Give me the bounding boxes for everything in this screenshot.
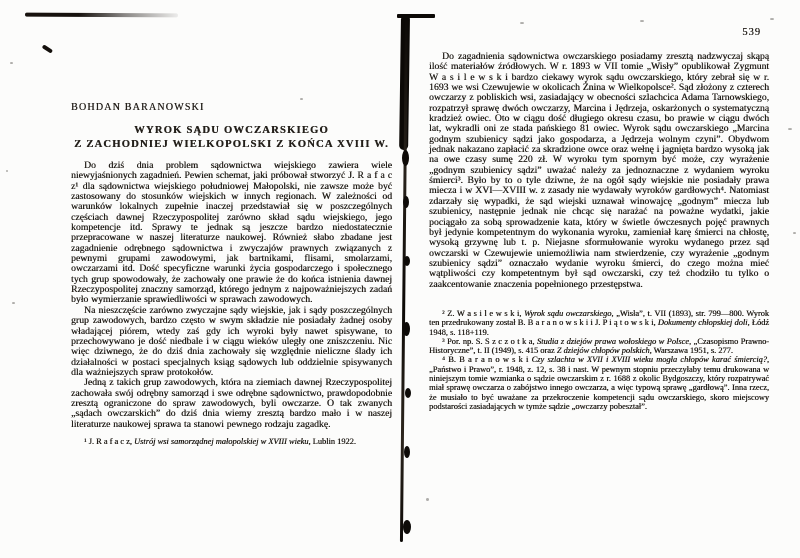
italic-citation-title: Dokumenty chłopskiej doli (657, 318, 748, 328)
body-paragraph-3: Jedną z takich grup zawodowych, która na ziemiach dawnej Rzeczypospolitej zachowała swój odrębny samorząd i swe odrębne sądownictwo, prawdopodobnie zresztą ograniczone do spraw zawodowych, byli owczarze. O tak zwanych „sądach owczarskich” do dziś dnia wiemy zresztą bardzo mało i w naszej literaturze naukowej sprawa ta stanowi pewnego rodzaju zagadkę. (71, 377, 392, 430)
right-page (429, 27, 769, 411)
scan-speck (12, 302, 15, 304)
scan-ink-blob (404, 256, 410, 266)
article-title-line-1: WYROK SĄDU OWCZARSKIEGO (134, 125, 329, 136)
text-run: , Lublin 1922. (308, 436, 356, 446)
scan-ink-blob (402, 150, 409, 166)
scan-speck (300, 98, 303, 100)
text-run: ¹ J. R a f a c z, (84, 436, 134, 446)
italic-citation-title: Czy szlachta w XVII i XVIII wieku mogła chłopów karać śmiercią? (531, 355, 767, 365)
scan-speck (520, 22, 524, 24)
scan-gutter-cap-artifact (397, 14, 435, 18)
body-paragraph-2: Na nieszczęście zarówno zwyczajne sądy wiejskie, jak i sądy poszczególnych grup zawodowych, bardzo często w swym składzie nie posiadały żadnej osoby władającej piórem, wtedy zaś gdy ich wyroki były nawet spisywane, to przechowywano je dość niedbale i w ciągu wieków uległy one zniszczeniu. Nic więc dziwnego, że do dziś dnia zachowały się względnie nieliczne ślady ich działalności w postaci specjalnych ksiąg sądowych lub oddzielnie spisywanych dla ważniejszych spraw protokołów. (71, 304, 392, 378)
scan-speck (793, 232, 796, 234)
text-run: , „Wisła”, t. VII (1893), str. 799—800. Wyrok ten przedrukowany został B. B a r a n o w s k i i J. P i ą t o w s k i, (429, 308, 769, 328)
left-page-body (71, 161, 392, 430)
italic-citation-title: Wyrok sądu owczarskiego (523, 308, 612, 318)
text-run: ² Z. W a s i l e w s k i, (442, 308, 524, 318)
scan-speck (10, 62, 13, 64)
left-page (71, 102, 392, 446)
text-run: , Łódź 1948, s. 118+119. (429, 318, 770, 337)
text-run: ⁴ B. B a r a n o w s k i (442, 355, 532, 365)
scan-speck (788, 128, 792, 130)
scan-speck (640, 20, 644, 22)
left-page-footnotes (71, 437, 392, 446)
footnote-3 (429, 337, 769, 356)
author-name: BOHDAN BARANOWSKI (71, 102, 205, 113)
text-run: , Warszawa 1951, s. 277. (649, 346, 733, 356)
footnote-1 (71, 437, 392, 446)
article-title (71, 124, 392, 151)
scan-speck (6, 170, 8, 172)
scan-ink-blob (403, 196, 409, 208)
article-title-line-2: Z ZACHODNIEJ WIELKOPOLSKI Z KOŃCA XVIII W. (74, 138, 389, 150)
body-paragraph-4: Do zagadnienia sądownictwa owczarskiego posiadamy zresztą nadzwyczaj skąpą ilość materiałów źródłowych. W r. 1893 w VII tomie „Wisły” opublikował Zygmunt W a s i l e w s k i bardzo ciekawy wyrok sądu owczarskiego, który zebrał się w r. 1693 we wsi Czewujewie w okolicach Żnina w Wielkopolsce². Sąd złożony z czterech owczarzy z pobliskich wsi, zasiadający w obecności szlachcica Adama Tarnowskiego, rozpatrzył sprawę dwóch owczarzy, Marcina i Jędrzeja, oskarżonych o systematyczną kradzież owiec. Oto w ciągu dość długiego okresu czasu, bo prawie w ciągu dwóch lat, wykradli oni ze stada pańskiego 81 owiec. Wyrok sądu owczarskiego „Marcina godnym szubienicy sądzi jako gospodarza, a Jędrzeja wolnym czyni”. Obydwom jednak nakazano zapłacić za skradzione owce oraz wełnę i jagnięta bardzo wysoką jak na owe czasy sumę 220 zł. W wyroku tym spornym być może, czy wyrażenie „godnym szubienicy sądzi” uważać należy za jednoznaczne z wydaniem wyroku śmierci³. Było by to o tyle dziwne, że na ogół sądy wiejskie nie posiadały prawa miecza i w XVI—XVIII w. z zasady nie wydawały wyroków gardłowych⁴. Natomiast zdarzały się wypadki, że sąd wiejski uznawał winowajcę „godnym” miecza lub szubienicy, następnie jednak nie chcąc się narażać na poważne wydatki, jakie pociągało za sobą sprowadzenie kata, który w świetle ówczesnych pojęć prawnych był jedynie kompetentnym do wykonania wyroku, zamieniał karę śmierci na chłostę, wysoką grzywnę lub t. p. Niejasne sformułowanie wyroku wydanego przez sąd owczarski w Czewujewie uniemożliwia nam stwierdzenie, czy wyrażenie „godnym szubienicy sądzi” oznaczało wydanie wyroku śmierci, do czego można mieć wątpliwości czy kompetentnym był sąd owczarski, czy też chodziło tu tylko o zaakcentowanie znaczenia popełnionego przestępstwa. (429, 51, 769, 290)
italic-citation-title: Ustrój wsi samorządnej małopolskiej w XVIII wieku (133, 436, 309, 446)
italic-citation-title: Z dziejów chłopów polskich (556, 346, 650, 356)
scan-speck (426, 498, 429, 501)
scan-gutter-line-artifact (400, 15, 408, 542)
right-page-footnotes (429, 309, 769, 411)
scan-ink-blob (403, 322, 410, 336)
text-run: , „Czasopismo Prawno-Historyczne”, t. II (1949), s. 415 oraz (429, 336, 769, 356)
scan-speck (770, 18, 774, 20)
scan-ink-blob (405, 388, 411, 398)
footnote-4 (429, 355, 769, 411)
page-number: 539 (742, 27, 761, 38)
scan-mark-artifact (42, 44, 53, 53)
right-page-body (429, 52, 769, 290)
italic-citation-title: Studia z dziejów prawa wołoskiego w Polsce (536, 336, 689, 346)
scan-ink-blob (403, 520, 411, 534)
footnote-2 (429, 309, 769, 337)
scan-smudge-artifact (25, 13, 178, 18)
scan-gutter-shadow-artifact (399, 15, 410, 150)
text-run: , „Państwo i Prawo”, r. 1948, z. 12, s. 38 i nast. W pewnym stopniu przeczyłaby temu drukowana w niniejszym tomie wzmianka o sądzie owczarskim z r. 1688 z okolic Bydgoszczy, który rozpatrywać miał sprawę owczarza o zabójstwo innego owczarza, a więc typową sprawę „gardłową”. Inna rzecz, że musiało to być uważane za przekroczenie kompetencji sądu owczarskiego, skoro miejscowy podstarości zasiadających w tymże sądzie „owczarzy pobeształ”. (429, 355, 769, 411)
body-paragraph-1: Do dziś dnia problem sądownictwa wiejskiego zawiera wiele niewyjaśnionych zagadnień. Pewien schemat, jaki próbował stworzyć J. R a f a c z¹ dla sądownictwa wiejskiego południowej Małopolski, nie zawsze może być zastosowany do stosunków wiejskich w innych regionach. W zależności od warunków lokalnych zupełnie inaczej przedstawiał się w poszczególnych częściach dawnej Rzeczypospolitej zarówno skład sądu wiejskiego, jego kompetencje itd. Sprawy te jednak są jeszcze bardzo niedostatecznie przepracowane w naszej literaturze naukowej. Również słabo zbadane jest zagadnienie odrębnego sądownictwa i zwyczajów prawnych związanych z pewnymi grupami zawodowymi, jak bartnikami, flisami, smolarzami, owczarzami itd. Dość specyficzne warunki życia gospodarczego i społecznego tych grup spowodowały, że zachowały one prawie że do końca istnienia dawnej Rzeczypospolitej znaczny samorząd, którego jednym z najpoważniejszych zadań było wymierzanie sprawiedliwości w sprawach zawodowych. (71, 160, 392, 306)
text-run: ³ Por. np. S. S z c z o t k a, (442, 336, 537, 346)
scan-ink-blob (404, 446, 410, 458)
